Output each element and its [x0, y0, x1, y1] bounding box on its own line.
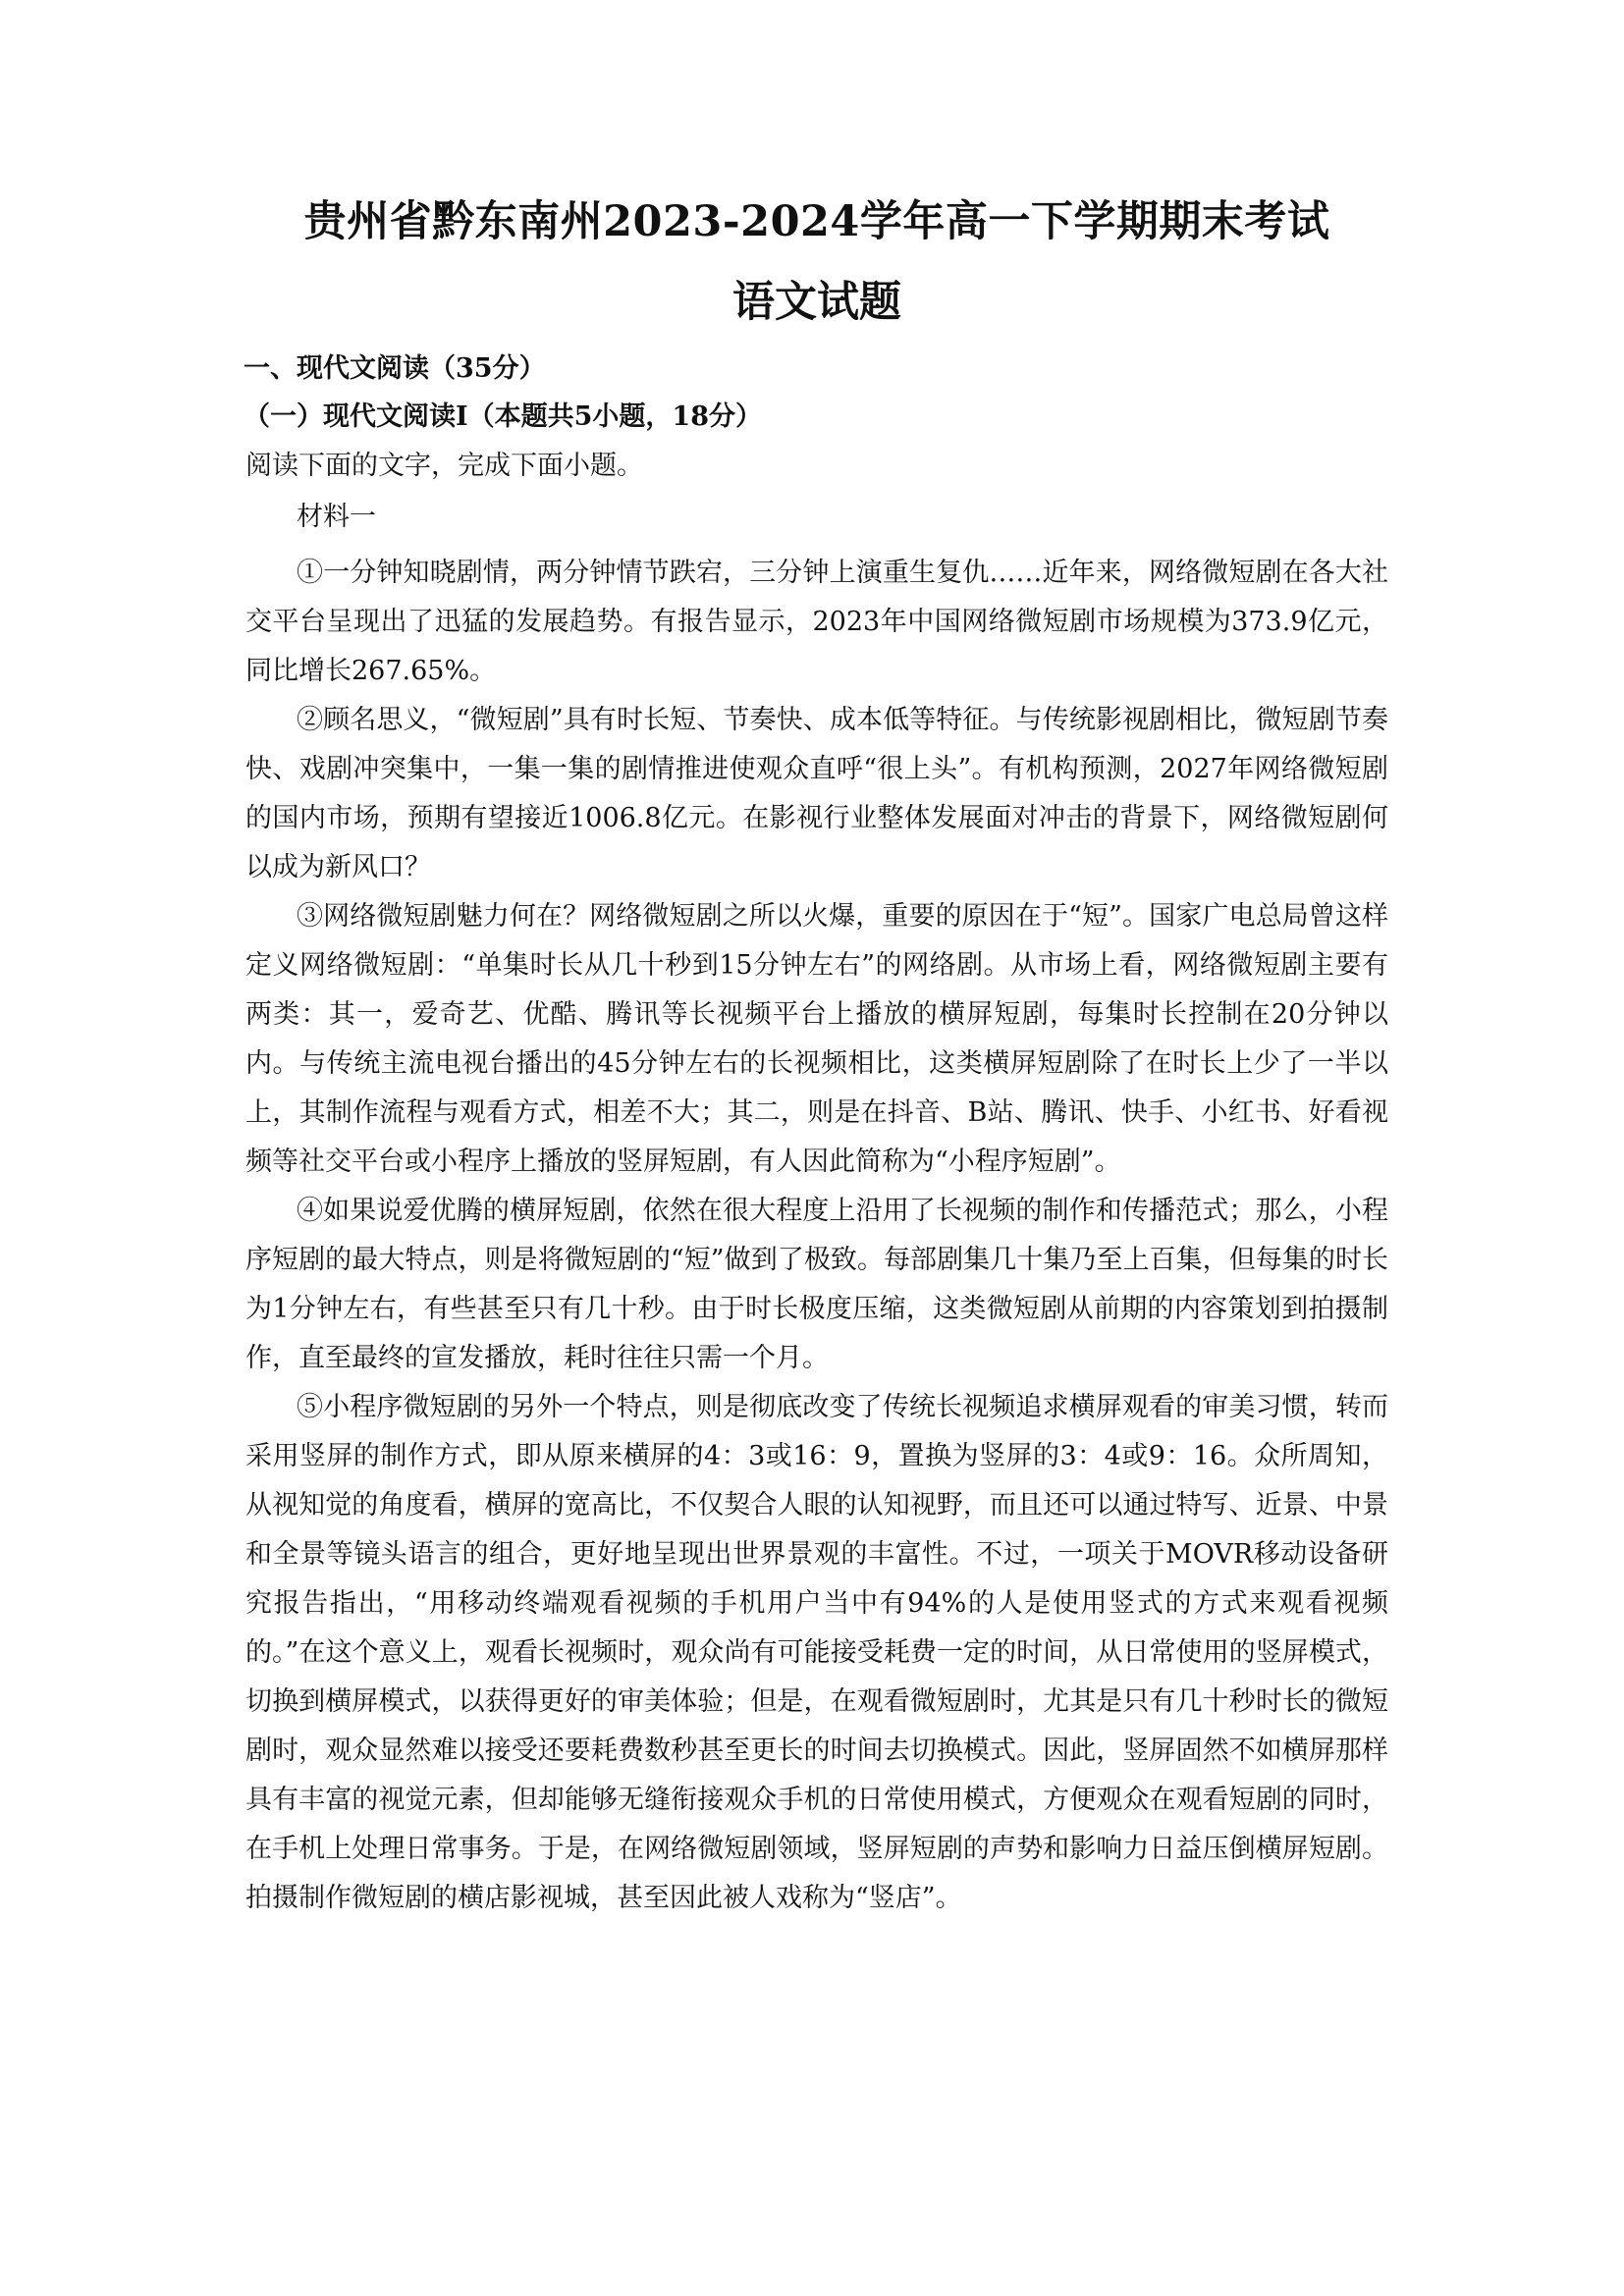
paragraph-2: ②顾名思义，“微短剧”具有时长短、节奏快、成本低等特征。与传统影视剧相比，微短剧节奏快、戏剧冲突集中，一集一集的剧情推进使观众直呼“很上头”。有机构预测，2027年网络微短剧的国内市场，预期有望接近1006.8亿元。在影视行业整体发展面对冲击的背景下，网络微短剧何以成为新风口？: [245, 705, 1388, 882]
document-title: 贵州省黔东南州2023-2024学年高一下学期期末考试: [303, 197, 1330, 246]
paragraph-4: ④如果说爱优腾的横屏短剧，依然在很大程度上沿用了长视频的制作和传播范式；那么，小程序短剧的最大特点，则是将微短剧的“短”做到了极致。每部剧集几十集乃至上百集，但每集的时长为1分钟左右，有些甚至只有几十秒。由于时长极度压缩，这类微短剧从前期的内容策划到拍摄制作，直至最终的宣发播放，耗时往往只需一个月。: [245, 1196, 1388, 1373]
subsection-heading: （一）现代文阅读Ⅰ（本题共5小题，18分）: [244, 401, 762, 432]
document-subtitle: 语文试题: [732, 278, 901, 327]
section-heading: 一、现代文阅读（35分）: [244, 353, 546, 384]
paragraph-5: ⑤小程序微短剧的另外一个特点，则是彻底改变了传统长视频追求横屏观看的审美习惯，转而采用竖屏的制作方式，即从原来横屏的4：3或16：9，置换为竖屏的3：4或9：16。众所周知，从视知觉的角度看，横屏的宽高比，不仅契合人眼的认知视野，而且还可以通过特写、近景、中景和全景等镜头语言的组合，更好地呈现出世界景观的丰富性。不过，一项关于MOVR移动设备研究报告指出，“用移动终端观看视频的手机用户当中有94%的人是使用竖式的方式来观看视频的。”在这个意义上，观看长视频时，观众尚有可能接受耗费一定的时间，从日常使用的竖屏模式，切换到横屏模式，以获得更好的审美体验；但是，在观看微短剧时，尤其是只有几十秒时长的微短剧时，观众显然难以接受还要耗费数秒甚至更长的时间去切换模式。因此，竖屏固然不如横屏那样具有丰富的视觉元素，但却能够无缝衔接观众手机的日常使用模式，方便观众在观看短剧的同时，在手机上处理日常事务。于是，在网络微短剧领域，竖屏短剧的声势和影响力日益压倒横屏短剧。拍摄制作微短剧的横店影视城，甚至因此被人戏称为“竖店”。: [245, 1392, 1388, 1913]
reading-instruction: 阅读下面的文字，完成下面小题。: [245, 451, 643, 481]
paragraph-1: ①一分钟知晓剧情，两分钟情节跌宕，三分钟上演重生复仇……近年来，网络微短剧在各大社交平台呈现出了迅猛的发展趋势。有报告显示，2023年中国网络微短剧市场规模为373.9亿元，同比增长267.65%。: [245, 558, 1388, 686]
paragraph-3: ③网络微短剧魅力何在？网络微短剧之所以火爆，重要的原因在于“短”。国家广电总局曾这样定义网络微短剧：“单集时长从几十秒到15分钟左右”的网络剧。从市场上看，网络微短剧主要有两类：其一，爱奇艺、优酷、腾讯等长视频平台上播放的横屏短剧，每集时长控制在20分钟以内。与传统主流电视台播出的45分钟左右的长视频相比，这类横屏短剧除了在时长上少了一半以上，其制作流程与观看方式，相差不大；其二，则是在抖音、B站、腾讯、快手、小红书、好看视频等社交平台或小程序上播放的竖屏短剧，有人因此简称为“小程序短剧”。: [245, 901, 1388, 1177]
material-label: 材料一: [297, 502, 376, 532]
